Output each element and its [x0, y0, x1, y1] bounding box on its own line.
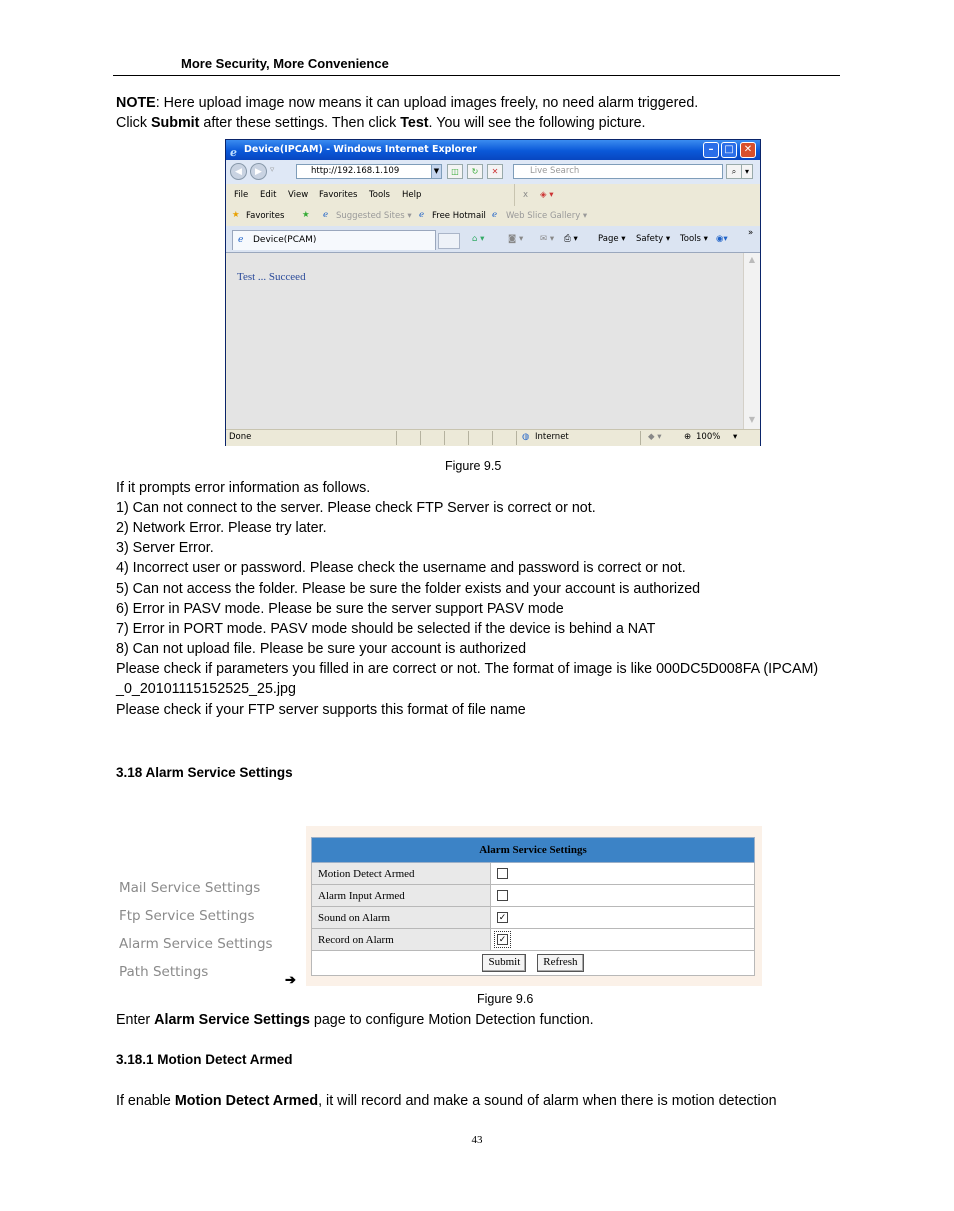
ie-status-bar	[226, 429, 760, 446]
motion-detect-term: Motion Detect Armed	[174, 1093, 319, 1109]
vertical-scrollbar[interactable]	[743, 253, 760, 429]
address-dropdown-icon[interactable]: ▼	[431, 164, 442, 179]
figure-9-5-caption: Figure 9.5	[445, 459, 502, 473]
ie-window-screenshot	[225, 139, 761, 446]
note-paragraph	[116, 93, 698, 113]
translate-icon[interactable]: ◈ ▾	[540, 190, 554, 200]
error-item: 2) Network Error. Please try later.	[116, 520, 327, 536]
close-button[interactable]: ✕	[740, 142, 756, 158]
ie-favorites-bar	[226, 206, 760, 226]
page-number: 43	[471, 1134, 483, 1146]
suggested-sites-icon: ℯ	[323, 210, 329, 220]
ie-page-content	[227, 253, 743, 429]
menu-tools[interactable]: Tools	[369, 190, 390, 200]
text-run: page to configure Motion Detection function.	[309, 1012, 594, 1028]
text-run: after these settings. Then click	[199, 115, 401, 131]
zoom-level[interactable]: 100%	[696, 432, 721, 442]
ie-title-bar	[226, 140, 760, 160]
ie-title: Device(IPCAM) - Windows Internet Explorer	[244, 144, 477, 155]
arrow-icon: ➔	[285, 972, 296, 987]
cmd-tools[interactable]: Tools ▾	[680, 234, 708, 244]
refresh-icon[interactable]: ↻	[467, 164, 483, 179]
ie-tab-bar	[226, 226, 760, 253]
cmd-page[interactable]: Page ▾	[598, 234, 626, 244]
minimize-button[interactable]: –	[703, 142, 719, 158]
home-icon[interactable]: ⌂ ▾	[472, 234, 485, 244]
favorites-button[interactable]: Favorites	[246, 211, 285, 221]
status-divider	[420, 431, 421, 445]
maximize-button[interactable]: □	[721, 142, 737, 158]
error-item: 7) Error in PORT mode. PASV mode should be selected if the device is behind a NAT	[116, 621, 656, 637]
row-label: Sound on Alarm	[312, 907, 491, 929]
ftp-format-note: Please check if your FTP server supports this format of file name	[116, 702, 526, 718]
row-label: Record on Alarm	[312, 929, 491, 951]
zoom-icon[interactable]: ⊕	[684, 432, 692, 442]
test-result-text: Test ... Succeed	[237, 271, 306, 283]
error-item: 5) Can not access the folder. Please be sure the folder exists and your account is authorized	[116, 581, 701, 597]
status-divider	[640, 431, 641, 445]
record-on-alarm-checkbox[interactable]: ✓	[498, 934, 507, 945]
alarm-input-checkbox[interactable]	[497, 890, 508, 901]
web-slice-icon: ℯ	[492, 210, 498, 220]
mail-icon[interactable]: ✉ ▾	[540, 234, 555, 244]
enter-paragraph	[116, 1010, 594, 1030]
menu-view[interactable]: View	[288, 190, 309, 200]
submit-button[interactable]: Submit	[482, 954, 526, 972]
sidebar-item-ftp[interactable]: Ftp Service Settings	[119, 908, 255, 924]
status-text: Done	[229, 432, 252, 442]
table-row	[312, 863, 755, 885]
menu-divider	[514, 184, 515, 206]
table-row	[312, 907, 755, 929]
tab-device[interactable]	[232, 230, 436, 250]
row-label: Motion Detect Armed	[312, 863, 491, 885]
note-text: : Here upload image now means it can upload images freely, no need alarm triggered.	[155, 95, 699, 111]
test-term: Test	[400, 115, 429, 131]
table-row	[312, 885, 755, 907]
format-note: Please check if parameters you filled in are correct or not. The format of image is like 000DC5D008FA (IPCAM)	[116, 661, 819, 677]
ie-menu-bar	[226, 184, 760, 207]
search-input[interactable]: Live Search	[513, 164, 723, 179]
scroll-down-icon[interactable]: ▼	[748, 415, 756, 424]
history-dropdown-icon[interactable]: ▿	[270, 165, 275, 175]
fav-free-hotmail[interactable]: Free Hotmail	[432, 211, 486, 221]
error-item: 4) Incorrect user or password. Please check the username and password is correct or not.	[116, 560, 686, 576]
zone-text: Internet	[535, 432, 569, 442]
fav-web-slice-gallery[interactable]: Web Slice Gallery ▾	[506, 211, 588, 221]
table-title: Alarm Service Settings	[312, 838, 755, 863]
text-run: Click	[116, 115, 151, 131]
stop-icon[interactable]: ✕	[487, 164, 503, 179]
note-label: NOTE	[116, 95, 156, 111]
error-item: 8) Can not upload file. Please be sure your account is authorized	[116, 641, 527, 657]
protected-mode-icon[interactable]: ◆ ▾	[648, 432, 662, 442]
zoom-dropdown-icon[interactable]: ▾	[733, 432, 738, 442]
search-options-icon[interactable]: ▾	[741, 164, 753, 179]
sidebar-item-mail[interactable]: Mail Service Settings	[119, 880, 261, 896]
running-header: More Security, More Convenience	[181, 56, 389, 71]
hotmail-icon: ℯ	[419, 210, 425, 220]
status-divider	[468, 431, 469, 445]
fav-suggested-sites[interactable]: Suggested Sites ▾	[336, 211, 412, 221]
search-icon[interactable]: ⌕	[726, 164, 742, 179]
text-run: , it will record and make a sound of alarm when there is motion detection	[318, 1093, 777, 1109]
section-heading-3-18-1: 3.18.1 Motion Detect Armed	[116, 1052, 293, 1067]
alarm-settings-table	[311, 837, 755, 976]
motion-detect-checkbox[interactable]	[497, 868, 508, 879]
close-toolbar-icon[interactable]: x	[523, 190, 529, 200]
forward-icon[interactable]: ▶	[250, 163, 267, 180]
click-submit-paragraph	[116, 113, 646, 133]
address-input[interactable]: http://192.168.1.109	[296, 164, 434, 179]
status-divider	[444, 431, 445, 445]
sidebar-item-alarm[interactable]: Alarm Service Settings	[119, 936, 273, 952]
scroll-up-icon[interactable]: ▲	[748, 255, 756, 264]
row-label: Alarm Input Armed	[312, 885, 491, 907]
alarm-settings-term: Alarm Service Settings	[154, 1012, 310, 1028]
refresh-button[interactable]: Refresh	[537, 954, 583, 972]
menu-help[interactable]: Help	[402, 190, 422, 200]
error-item: 6) Error in PASV mode. Please be sure the server support PASV mode	[116, 601, 564, 617]
page-icon: ℯ	[238, 235, 244, 245]
error-item: 3) Server Error.	[116, 540, 214, 556]
globe-icon: ◍	[522, 432, 530, 442]
errors-intro: If it prompts error information as follows.	[116, 480, 371, 496]
text-run: If enable	[116, 1093, 175, 1109]
menu-edit[interactable]: Edit	[260, 190, 277, 200]
submit-term: Submit	[150, 115, 200, 131]
add-favorite-icon[interactable]: ★	[302, 210, 310, 220]
ie-address-bar	[226, 160, 760, 184]
format-note-cont: _0_20101115152525_25.jpg	[116, 681, 296, 697]
sound-on-alarm-checkbox[interactable]: ✓	[498, 912, 507, 923]
tab-title: Device(PCAM)	[253, 235, 317, 245]
text-run: . You will see the following picture.	[428, 115, 646, 131]
more-commands-icon[interactable]: »	[748, 228, 754, 238]
back-icon[interactable]: ◀	[230, 163, 247, 180]
status-divider	[492, 431, 493, 445]
feeds-icon[interactable]: ◙ ▾	[508, 234, 524, 244]
ie-logo-icon: ℯ	[230, 146, 237, 159]
print-icon[interactable]: ⎙ ▾	[564, 234, 578, 244]
cmd-safety[interactable]: Safety ▾	[636, 234, 671, 244]
menu-file[interactable]: File	[234, 190, 249, 200]
status-divider	[396, 431, 397, 445]
favorites-star-icon[interactable]: ★	[232, 210, 240, 220]
section-heading-3-18: 3.18 Alarm Service Settings	[116, 765, 293, 780]
header-rule	[113, 75, 840, 76]
sidebar-item-path[interactable]: Path Settings	[119, 964, 209, 980]
status-divider	[516, 431, 517, 445]
menu-favorites[interactable]: Favorites	[319, 190, 358, 200]
new-tab-button[interactable]	[438, 233, 460, 249]
table-row	[312, 929, 755, 951]
error-item: 1) Can not connect to the server. Please check FTP Server is correct or not.	[116, 500, 596, 516]
text-run: Enter	[116, 1012, 155, 1028]
help-icon[interactable]: ◉▾	[716, 234, 728, 244]
compat-view-icon[interactable]: ◫	[447, 164, 463, 179]
figure-9-6-caption: Figure 9.6	[477, 992, 534, 1006]
motion-paragraph	[116, 1091, 777, 1111]
